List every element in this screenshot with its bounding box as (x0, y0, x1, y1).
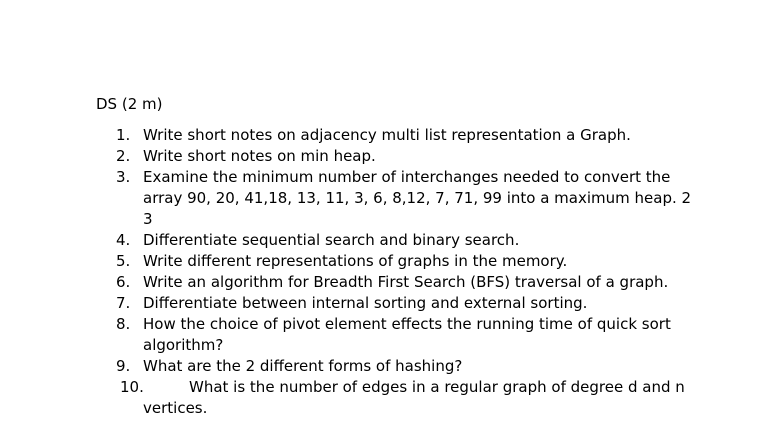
list-item (96, 146, 696, 167)
question-text: Write different representations of graphs in the memory. (143, 252, 568, 270)
list-item (96, 167, 696, 230)
question-list (96, 125, 696, 419)
question-number: 4. (116, 231, 131, 249)
question-number: 8. (116, 315, 131, 333)
question-text: Write short notes on adjacency multi list representation a Graph. (143, 126, 631, 144)
question-number: 9. (116, 357, 131, 375)
question-text: How the choice of pivot element effects the running time of quick sort algorithm? (143, 315, 671, 354)
question-text: Examine the minimum number of interchanges needed to convert the array 90, 20, 41,18, 13, 11, 3, 6, 8,12, 7, 71, 99 into a maximum heap. 2 3 (143, 168, 692, 228)
question-number: 1. (116, 126, 131, 144)
question-number: 7. (116, 294, 131, 312)
question-number: 3. (116, 168, 131, 186)
question-text: What are the 2 different forms of hashing? (143, 357, 463, 375)
list-item (96, 293, 696, 314)
list-item (96, 251, 696, 272)
question-text: Differentiate between internal sorting and external sorting. (143, 294, 588, 312)
list-item (96, 125, 696, 146)
question-number: 6. (116, 273, 131, 291)
question-number: 5. (116, 252, 131, 270)
question-text: Write an algorithm for Breadth First Search (BFS) traversal of a graph. (143, 273, 669, 291)
list-item (96, 230, 696, 251)
question-text: Differentiate sequential search and binary search. (143, 231, 520, 249)
question-number: 2. (116, 147, 131, 165)
question-number: 10. (120, 378, 144, 396)
list-item (96, 314, 696, 356)
list-item (96, 272, 696, 293)
list-item (96, 377, 696, 419)
question-text: What is the number of edges in a regular graph of degree d and n vertices. (143, 378, 685, 417)
question-text: Write short notes on min heap. (143, 147, 376, 165)
list-item (96, 356, 696, 377)
section-heading: DS (2 m) (96, 95, 163, 113)
